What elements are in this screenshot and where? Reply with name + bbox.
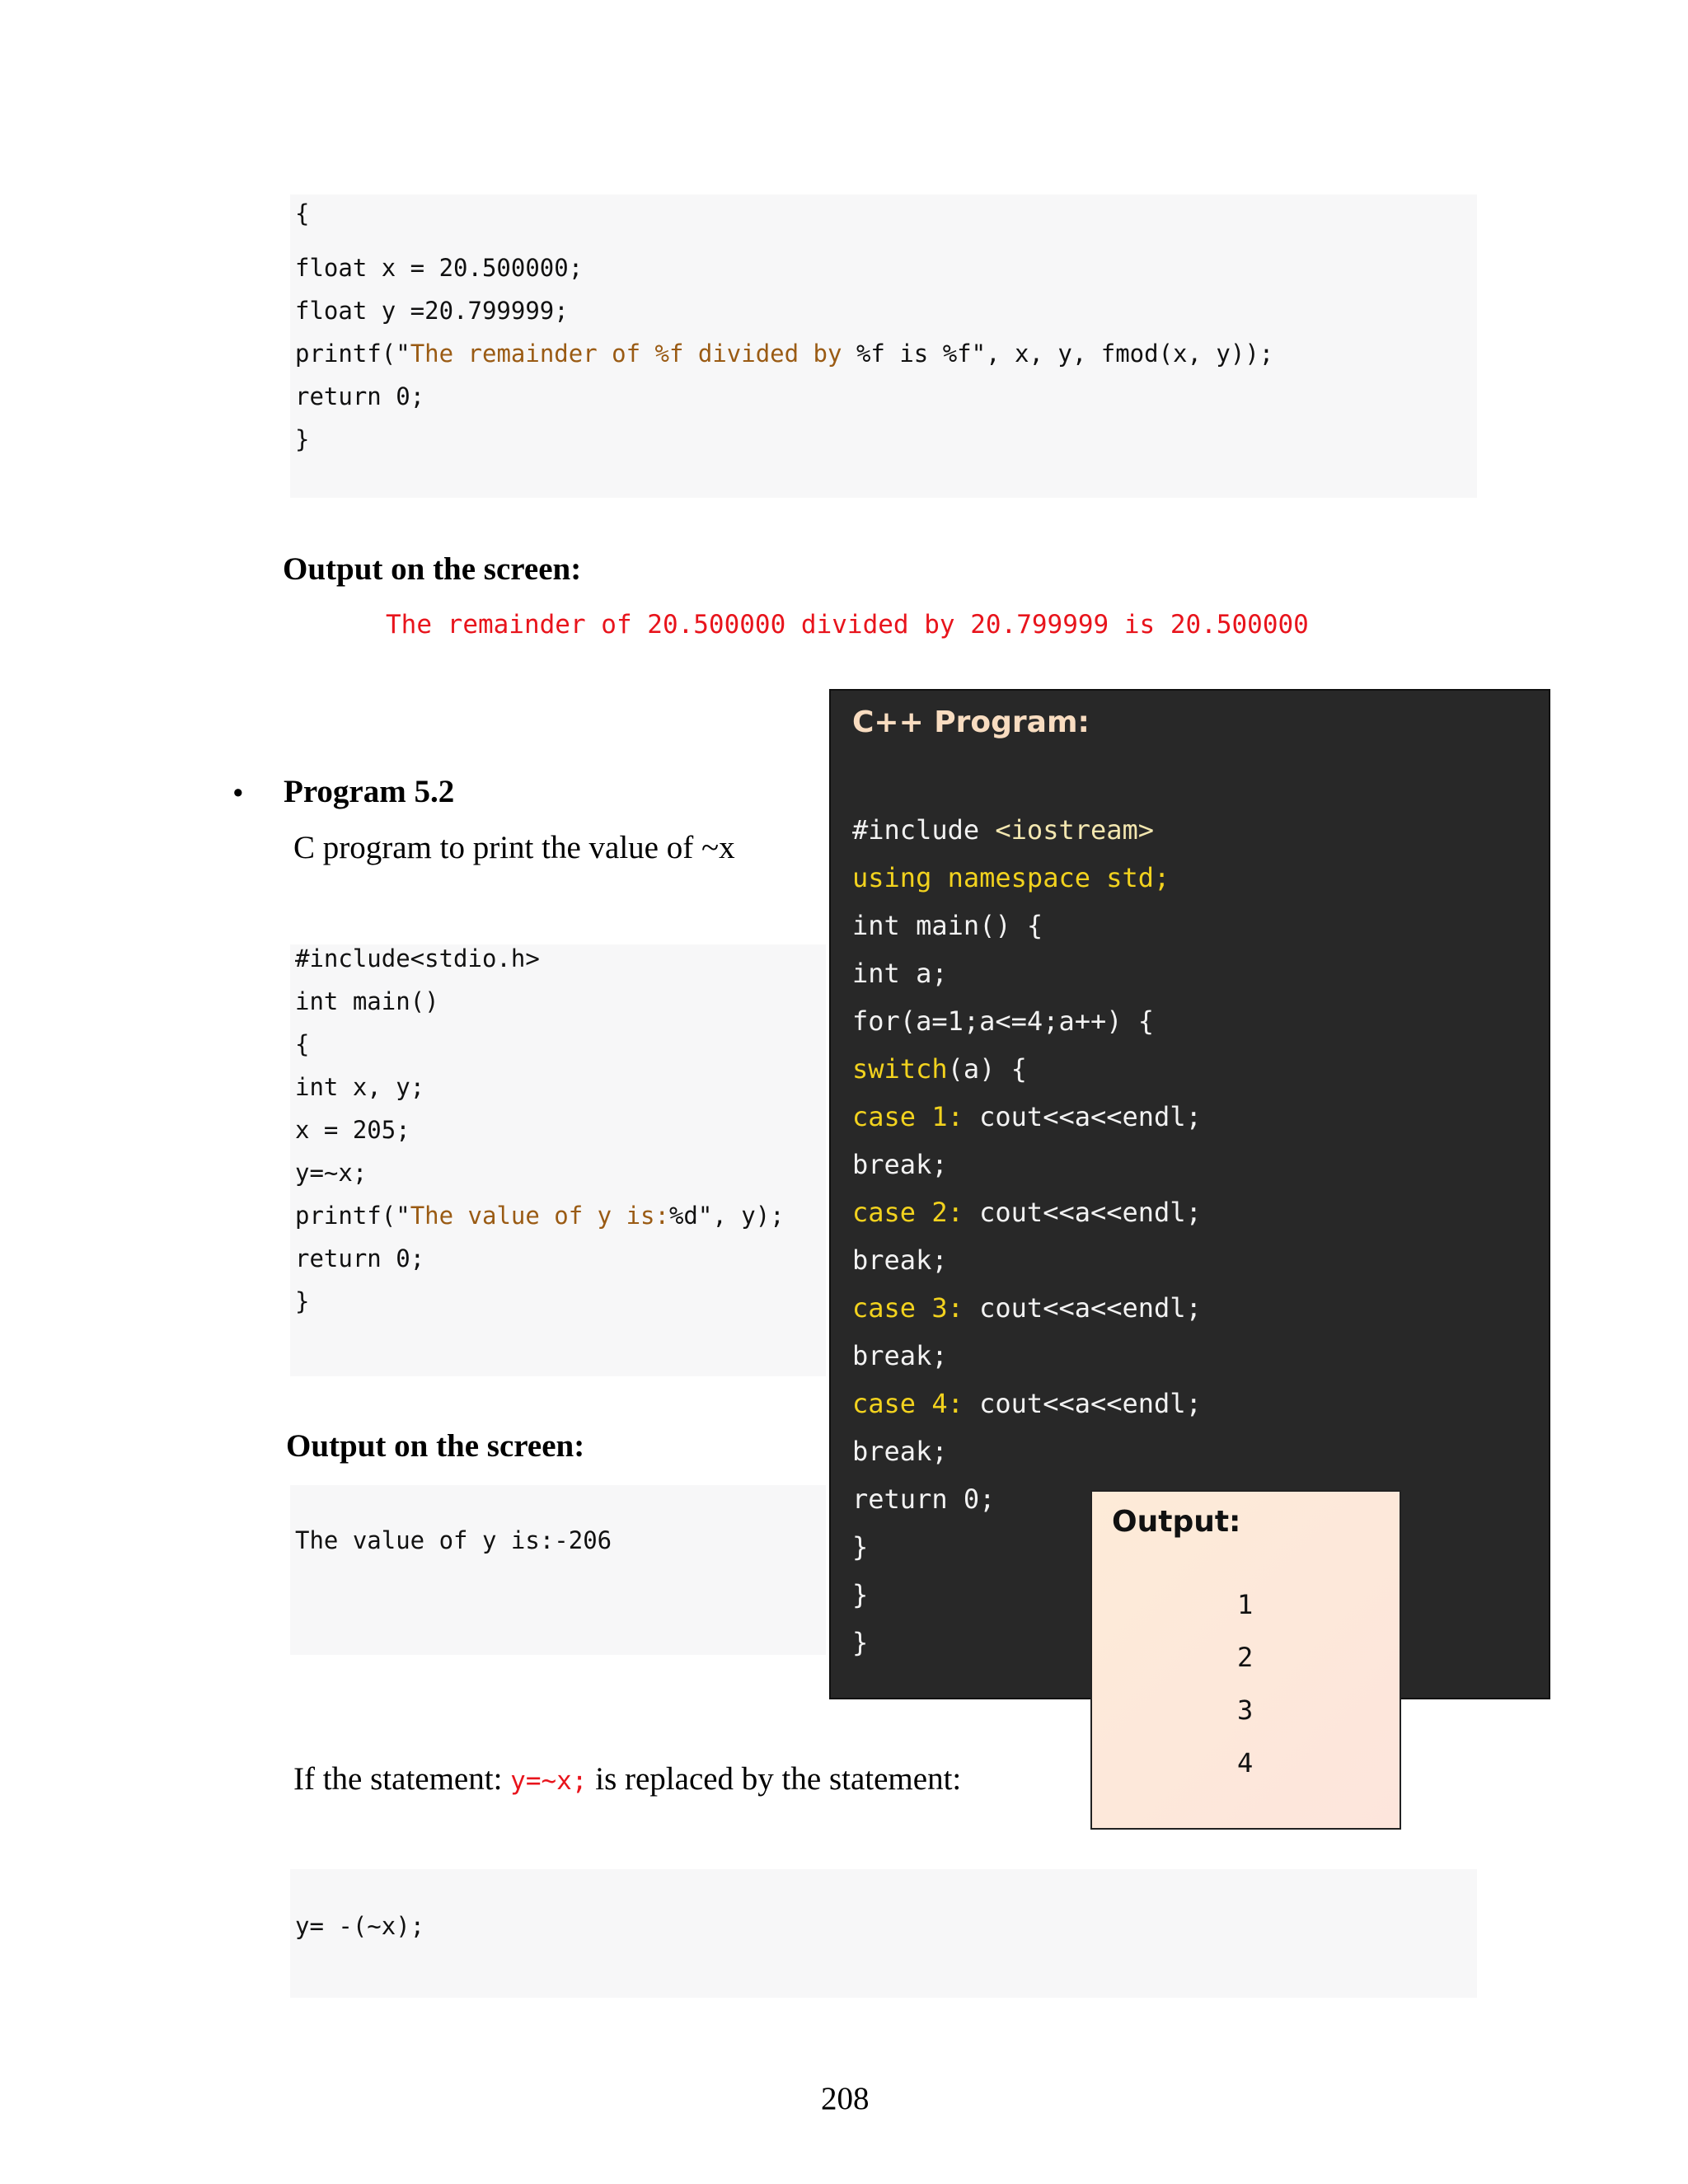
case-stmt: cout<<a<<endl; [963,1388,1202,1419]
code-line-loop: for(a=1;a<=4;a++) { [852,1005,1155,1037]
switch-rest: (a) { [947,1053,1027,1085]
code-line-break: break; [852,1149,948,1180]
output-block-tilde [290,1485,826,1655]
code-line: } [295,425,310,453]
code-line-printf [295,1202,785,1230]
code-line-case [852,1388,1202,1419]
code-block-tilde [290,944,826,1376]
code-line: y= -(~x); [295,1912,425,1940]
string-literal: The remainder of %f divided by [410,340,842,368]
case-label: case 2: [852,1197,964,1228]
statement-code: y=~x; [510,1766,588,1796]
code-line-break: break; [852,1244,948,1276]
code-line-break: break; [852,1340,948,1371]
code-line: int main() [295,987,439,1015]
code-line-using: using namespace std; [852,862,1170,893]
output-value: 2 [1237,1642,1254,1673]
code-line: float y =20.799999; [295,297,569,325]
code-line-case [852,1197,1202,1228]
code-block-replacement [290,1869,1477,1998]
bullet: • [232,776,244,811]
output-panel [1090,1490,1401,1830]
case-stmt: cout<<a<<endl; [963,1101,1202,1132]
code-line-switch [852,1053,1027,1085]
code-text: %f is %f", x, y, fmod(x, y)); [842,340,1274,368]
code-line-return: return 0; [852,1483,996,1515]
output-value: 1 [1237,1589,1254,1620]
output-panel-title: Output: [1112,1505,1241,1539]
code-line-case [852,1101,1202,1132]
code-line: { [295,199,310,227]
output-text-fmod: The remainder of 20.500000 divided by 20.799999 is 20.500000 [386,610,1309,640]
page-number: 208 [821,2081,870,2116]
output-heading: Output on the screen: [283,551,582,587]
output-value: 3 [1237,1694,1254,1726]
code-line: return 0; [295,382,425,410]
output-text: The value of y is:-206 [295,1526,612,1554]
code-line-close: } [852,1627,869,1658]
code-line: { [295,1030,310,1058]
code-line-include [852,814,1154,846]
code-block-fmod [290,194,1477,498]
include-directive: #include [852,814,996,846]
switch-keyword: switch [852,1053,948,1085]
case-stmt: cout<<a<<endl; [963,1292,1202,1324]
code-text: %d", y); [668,1202,785,1230]
case-stmt: cout<<a<<endl; [963,1197,1202,1228]
code-line: float x = 20.500000; [295,254,584,282]
code-line-close: } [852,1579,869,1610]
program-title: Program 5.2 [284,774,455,809]
code-text: printf(" [295,1202,410,1230]
statement-before: If the statement: [293,1761,511,1797]
code-line-break: break; [852,1436,948,1467]
string-literal: The value of y is: [410,1202,669,1230]
code-line: } [295,1287,310,1315]
code-line-decl: int a; [852,958,948,989]
code-text: printf(" [295,340,410,368]
code-line-printf [295,340,1273,368]
code-line-case [852,1292,1202,1324]
cpp-panel-title: C++ Program: [852,705,1090,739]
output-value: 4 [1237,1747,1254,1779]
code-line: int x, y; [295,1073,425,1101]
statement-after: is replaced by the statement: [587,1761,962,1797]
code-line: y=~x; [295,1159,368,1187]
case-label: case 4: [852,1388,964,1419]
code-line: #include<stdio.h> [295,944,540,972]
code-line-close: } [852,1531,869,1563]
include-lib: <iostream> [995,814,1155,846]
statement-sentence [293,1760,961,1797]
code-line: return 0; [295,1244,425,1272]
code-line: x = 205; [295,1116,410,1144]
code-line-main: int main() { [852,910,1043,941]
case-label: case 1: [852,1101,964,1132]
program-description: C program to print the value of ~x [293,830,735,865]
output-heading: Output on the screen: [286,1428,585,1464]
case-label: case 3: [852,1292,964,1324]
